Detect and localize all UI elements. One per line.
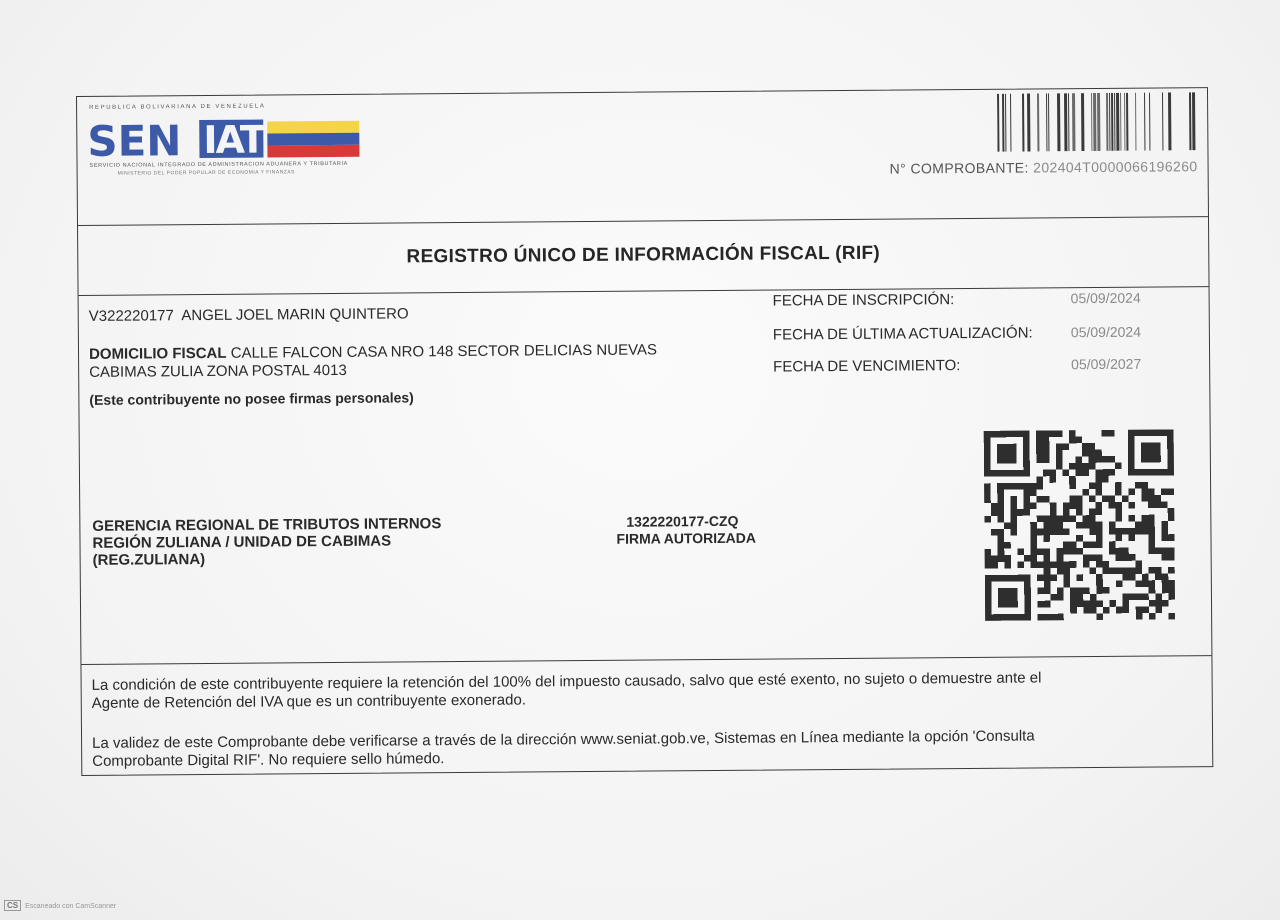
office-line-2: REGIÓN ZULIANA / UNIDAD DE CABIMAS [92, 532, 392, 552]
flag-stripes [267, 121, 359, 158]
inscripcion-label: FECHA DE INSCRIPCIÓN: [772, 291, 955, 310]
flag-stripe-red [267, 145, 359, 158]
signature-note: (Este contribuyente no posee firmas personales) [89, 389, 414, 408]
comprobante-value: 202404T0000066196260 [1033, 158, 1198, 176]
taxpayer-rif: V322220177 [88, 307, 174, 325]
comprobante-label: N° COMPROBANTE: [889, 159, 1029, 177]
logo-word: SEN [87, 116, 182, 166]
vencimiento-label: FECHA DE VENCIMIENTO: [773, 357, 961, 376]
signature-code: 1322220177-CZQ [626, 512, 739, 530]
office-line-3: (REG.ZULIANA) [92, 551, 206, 569]
actualizacion-label: FECHA DE ÚLTIMA ACTUALIZACIÓN: [772, 324, 1033, 344]
barcode-graphic [997, 92, 1197, 152]
logo-sub-text: SERVICIO NACIONAL INTEGRADO DE ADMINISTRACION ADUANERA Y TRIBUTARIA [89, 160, 348, 169]
certificate-header [77, 88, 1208, 226]
address-text-1: CALLE FALCON CASA NRO 148 SECTOR DELICIAS NUEVAS [230, 341, 658, 362]
logo-sub-text-2: MINISTERIO DEL PODER POPULAR DE ECONOMIA Y FINANZAS [117, 169, 296, 177]
flag-stripe-yellow [267, 121, 359, 134]
validity-line-1: La validez de este Comprobante debe verificarse a través de la dirección www.seniat.gob.ve, Sistemas en Línea mediante la opción 'Consulta [92, 727, 1035, 752]
retention-line-2: Agente de Retención del IVA que es un contribuyente exonerado. [91, 691, 527, 712]
office-line-1: GERENCIA REGIONAL DE TRIBUTOS INTERNOS [92, 515, 442, 535]
validity-paragraph [92, 726, 1204, 771]
flag-stripe-blue [267, 133, 359, 146]
rif-certificate [76, 87, 1213, 776]
qr-code-graphic [984, 429, 1175, 620]
logo-top-text: REPUBLICA BOLIVARIANA DE VENEZUELA [89, 103, 266, 111]
taxpayer-line [89, 305, 409, 325]
actualizacion-value: 05/09/2024 [1070, 323, 1142, 341]
camscanner-icon: CS [4, 900, 21, 911]
certificate-title: REGISTRO ÚNICO DE INFORMACIÓN FISCAL (RIF) [406, 242, 881, 268]
retention-paragraph [92, 668, 1204, 713]
address-text-2: CABIMAS ZULIA ZONA POSTAL 4013 [89, 361, 347, 381]
retention-line-1: La condición de este contribuyente requiere la retención del 100% del impuesto causado, salvo que esté exento, no sujeto o demuestre ante el [91, 669, 1042, 694]
inscripcion-value: 05/09/2024 [1070, 289, 1141, 307]
logo-box [199, 117, 265, 163]
scanner-badge-text: Escaneado con CamScanner [25, 903, 117, 910]
signature-label: FIRMA AUTORIZADA [616, 529, 757, 547]
certificate-body [79, 287, 1212, 665]
taxpayer-name: ANGEL JOEL MARIN QUINTERO [181, 305, 409, 325]
address-line-1 [89, 341, 657, 362]
address-label: DOMICILIO FISCAL [88, 344, 227, 363]
title-row [78, 216, 1209, 296]
vencimiento-value: 05/09/2027 [1071, 355, 1142, 373]
validity-line-2: Comprobante Digital RIF'. No requiere sello húmedo. [92, 750, 445, 770]
certificate-footer [81, 656, 1212, 777]
logo-box-text: IAT [203, 117, 265, 163]
scanner-badge [4, 900, 116, 911]
seniat-logo [87, 103, 360, 195]
comprobante-number [890, 158, 1198, 176]
